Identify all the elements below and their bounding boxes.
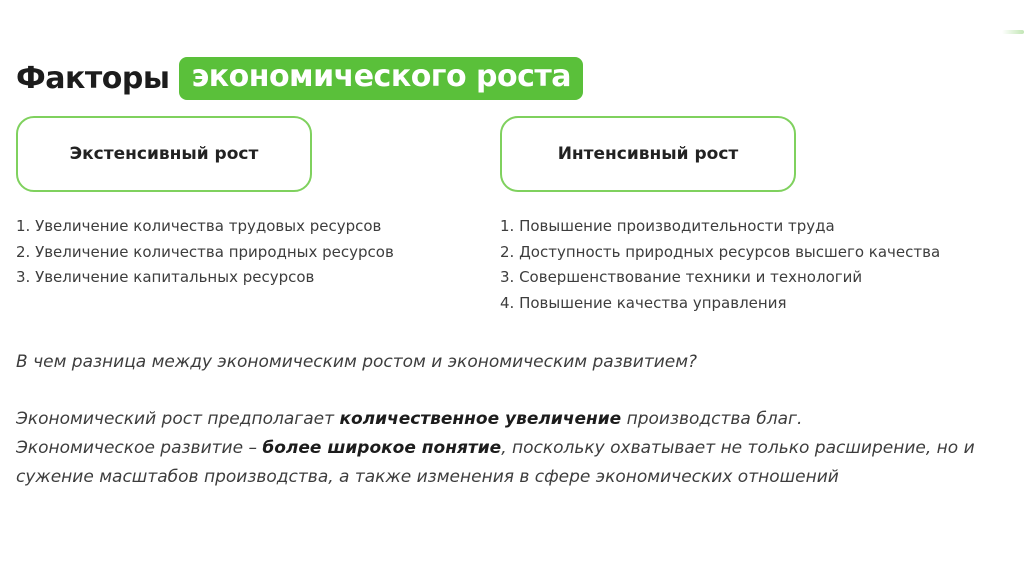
decorative-corner-mark: [1002, 30, 1024, 34]
list-item: 3. Увеличение капитальных ресурсов: [16, 268, 315, 286]
list-item: 1. Повышение производительности труда: [500, 217, 835, 235]
answer-paragraph: [16, 405, 1006, 492]
answer-line1-start: Экономический рост предполагает: [16, 409, 340, 429]
answer-line1-bold: количественное увеличение: [339, 409, 622, 429]
list-item: 3. Совершенствование техники и технологий: [500, 268, 863, 286]
answer-line1-end: производства благ.: [621, 409, 803, 429]
list-item: 2. Доступность природных ресурсов высшего качества: [500, 242, 941, 261]
intensive-growth-label: Интенсивный рост: [557, 144, 739, 164]
extensive-factors-list: [16, 214, 486, 291]
list-item: 1. Увеличение количества трудовых ресурсов: [16, 217, 382, 235]
list-item: 4. Повышение качества управления: [500, 293, 787, 312]
title-plain-text: Факторы: [16, 60, 170, 96]
page-title: [16, 56, 583, 100]
intensive-factors-list: [500, 214, 1020, 316]
question-text: В чем разница между экономическим ростом и экономическим развитием?: [16, 352, 698, 372]
intensive-growth-box: [500, 116, 796, 192]
list-item: 2. Увеличение количества природных ресурсов: [16, 242, 394, 261]
extensive-growth-label: Экстенсивный рост: [69, 144, 259, 164]
answer-line2-end: , поскольку охватывает не только расширение, но и сужение масштабов производства, а также изменения в сфере экономических отношений: [16, 438, 975, 487]
title-highlight-badge: экономического роста: [179, 57, 583, 100]
extensive-growth-box: [16, 116, 312, 192]
answer-line2-start: Экономическое развитие –: [16, 438, 263, 458]
answer-line2-bold: более широкое понятие: [262, 438, 502, 458]
